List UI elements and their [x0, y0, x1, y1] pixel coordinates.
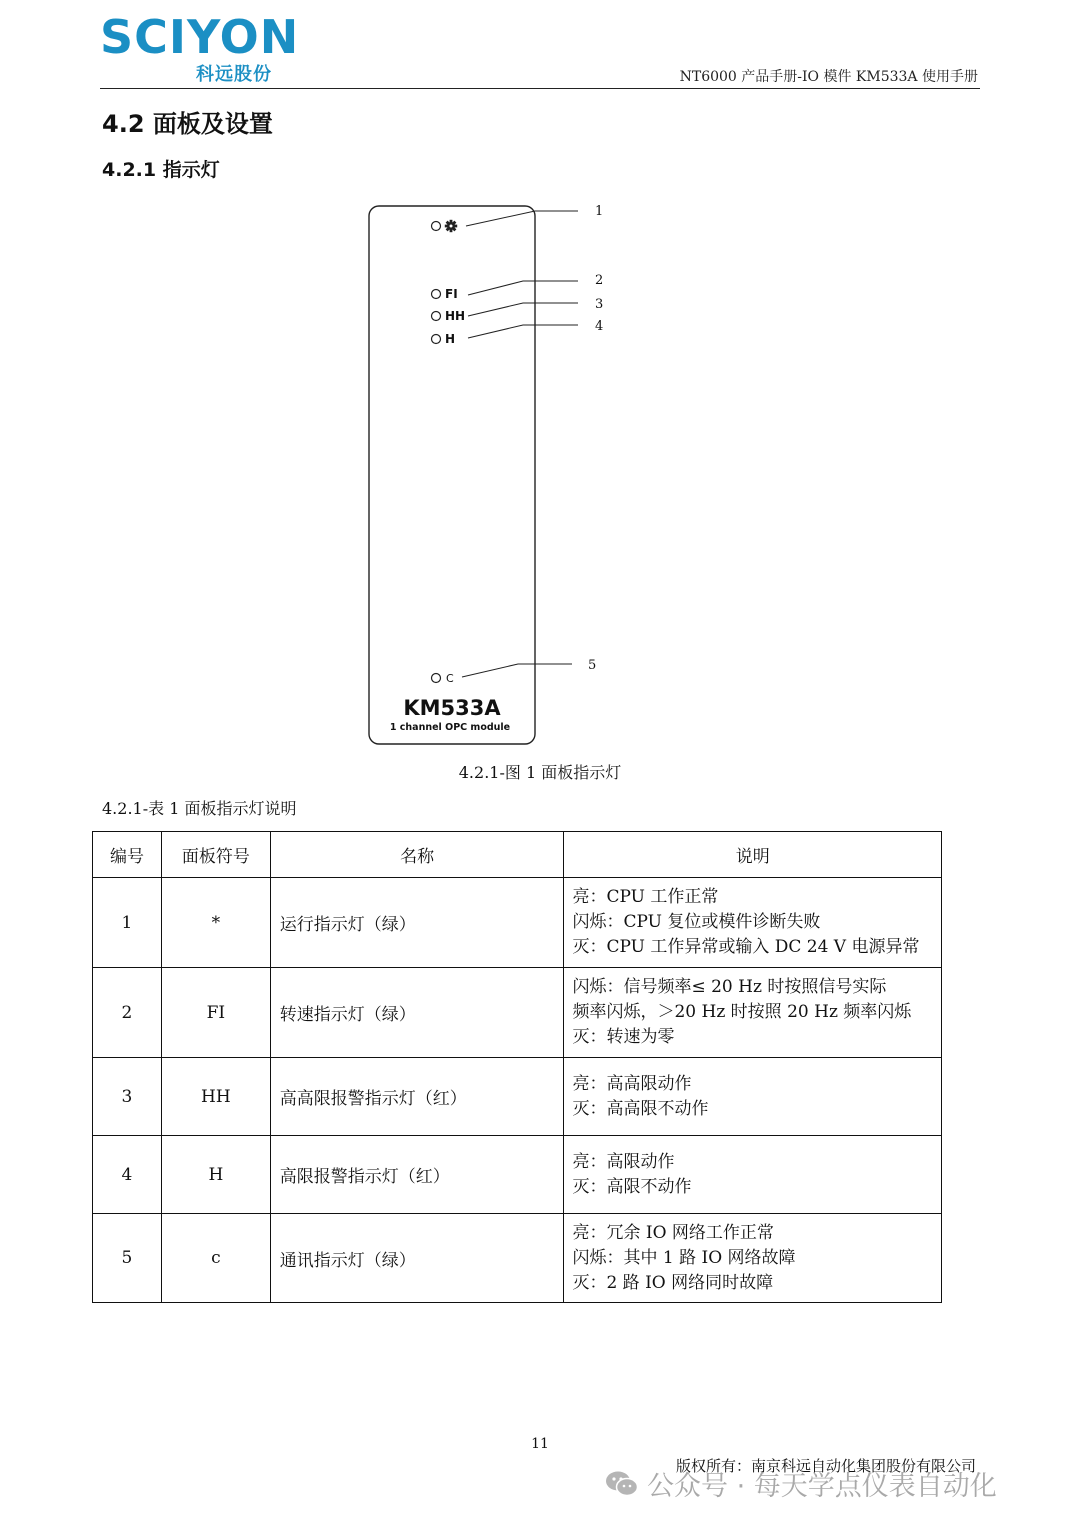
led-c-label: C — [446, 672, 454, 685]
logo-text: SCIYON — [100, 10, 300, 64]
indicator-table — [92, 831, 942, 1303]
table-row — [93, 1214, 942, 1303]
module-model-name: KM533A — [403, 696, 501, 720]
led-c-indicator — [432, 674, 441, 683]
section-heading: 4.2 面板及设置 — [102, 110, 273, 138]
callout-line-3 — [468, 303, 578, 316]
callout-number-4: 4 — [595, 319, 604, 334]
cell-name: 高高限报警指示灯（红） — [270, 1058, 564, 1136]
subsection-heading: 4.2.1 指示灯 — [102, 159, 220, 181]
footer-copyright: 版权所有：南京科远自动化集团股份有限公司 — [675, 1457, 976, 1475]
table-row — [93, 1058, 942, 1136]
column-header-number: 编号 — [93, 832, 162, 878]
cell-symbol: HH — [161, 1058, 270, 1136]
cell-description — [564, 968, 942, 1058]
description-line: 灭：转速为零 — [572, 1027, 675, 1047]
cell-description — [564, 1058, 942, 1136]
led-hh-indicator — [432, 312, 441, 321]
led-h-indicator — [432, 335, 441, 344]
led-h-label: H — [445, 332, 456, 346]
figure-caption: 4.2.1-图 1 面板指示灯 — [458, 763, 622, 782]
description-line: 灭：高限不动作 — [572, 1176, 692, 1197]
wechat-icon — [605, 1470, 639, 1498]
cell-symbol: c — [161, 1214, 270, 1303]
cell-description — [564, 1214, 942, 1303]
cell-description — [564, 1136, 942, 1214]
description-line: 闪烁：信号频率≤ 20 Hz 时按照信号实际 — [572, 977, 887, 997]
document-title: NT6000 产品手册-IO 模件 KM533A 使用手册 — [679, 69, 978, 85]
table-header-row — [93, 832, 942, 878]
cell-name: 通讯指示灯（绿） — [270, 1214, 564, 1303]
column-header-symbol: 面板符号 — [161, 832, 270, 878]
description-line: 亮：高限动作 — [572, 1151, 675, 1172]
callout-number-1: 1 — [595, 204, 604, 219]
cell-name: 运行指示灯（绿） — [270, 878, 564, 968]
description-line: 灭：CPU 工作异常或输入 DC 24 V 电源异常 — [572, 937, 920, 957]
table-row — [93, 878, 942, 968]
cell-description — [564, 878, 942, 968]
panel-figure — [360, 198, 660, 753]
table-row — [93, 968, 942, 1058]
cell-number: 2 — [93, 968, 162, 1058]
cell-number: 1 — [93, 878, 162, 968]
header-divider — [100, 88, 980, 89]
watermark — [605, 1464, 997, 1503]
table-row — [93, 1136, 942, 1214]
led-run-indicator — [432, 222, 441, 231]
led-fi-label: FI — [445, 287, 458, 301]
description-line: 频率闪烁，＞20 Hz 时按照 20 Hz 频率闪烁 — [572, 1002, 912, 1022]
callout-line-1 — [466, 211, 578, 226]
company-logo — [100, 10, 300, 85]
description-line: 闪烁：CPU 复位或模件诊断失败 — [572, 912, 821, 932]
logo-subtext: 科远股份 — [196, 64, 272, 85]
callout-line-2 — [468, 281, 578, 295]
callout-number-2: 2 — [595, 273, 604, 288]
watermark-text: 公众号 · 每天学点仪表自动化 — [647, 1471, 997, 1502]
description-line: 亮：CPU 工作正常 — [572, 887, 719, 907]
cell-number: 4 — [93, 1136, 162, 1214]
led-hh-label: HH — [445, 309, 466, 323]
table-caption: 4.2.1-表 1 面板指示灯说明 — [102, 799, 297, 818]
description-line: 亮：高高限动作 — [572, 1073, 692, 1094]
cell-symbol: H — [161, 1136, 270, 1214]
callout-line-4 — [468, 325, 578, 338]
cell-number: 5 — [93, 1214, 162, 1303]
page-number: 11 — [531, 1436, 549, 1452]
callout-line-5 — [462, 664, 572, 677]
column-header-name: 名称 — [270, 832, 564, 878]
cell-symbol: * — [161, 878, 270, 968]
module-model-description: 1 channel OPC module — [389, 722, 511, 733]
description-line: 亮：冗余 IO 网络工作正常 — [572, 1222, 774, 1243]
cell-name: 高限报警指示灯（红） — [270, 1136, 564, 1214]
description-line: 灭：2 路 IO 网络同时故障 — [572, 1272, 774, 1293]
callout-number-5: 5 — [588, 658, 597, 673]
description-line: 灭：高高限不动作 — [572, 1098, 709, 1119]
cell-symbol: FI — [161, 968, 270, 1058]
description-line: 闪烁：其中 1 路 IO 网络故障 — [572, 1247, 796, 1268]
led-fi-indicator — [432, 290, 441, 299]
callout-number-3: 3 — [595, 297, 604, 312]
gear-icon — [445, 220, 457, 232]
cell-name: 转速指示灯（绿） — [270, 968, 564, 1058]
column-header-description: 说明 — [564, 832, 942, 878]
cell-number: 3 — [93, 1058, 162, 1136]
